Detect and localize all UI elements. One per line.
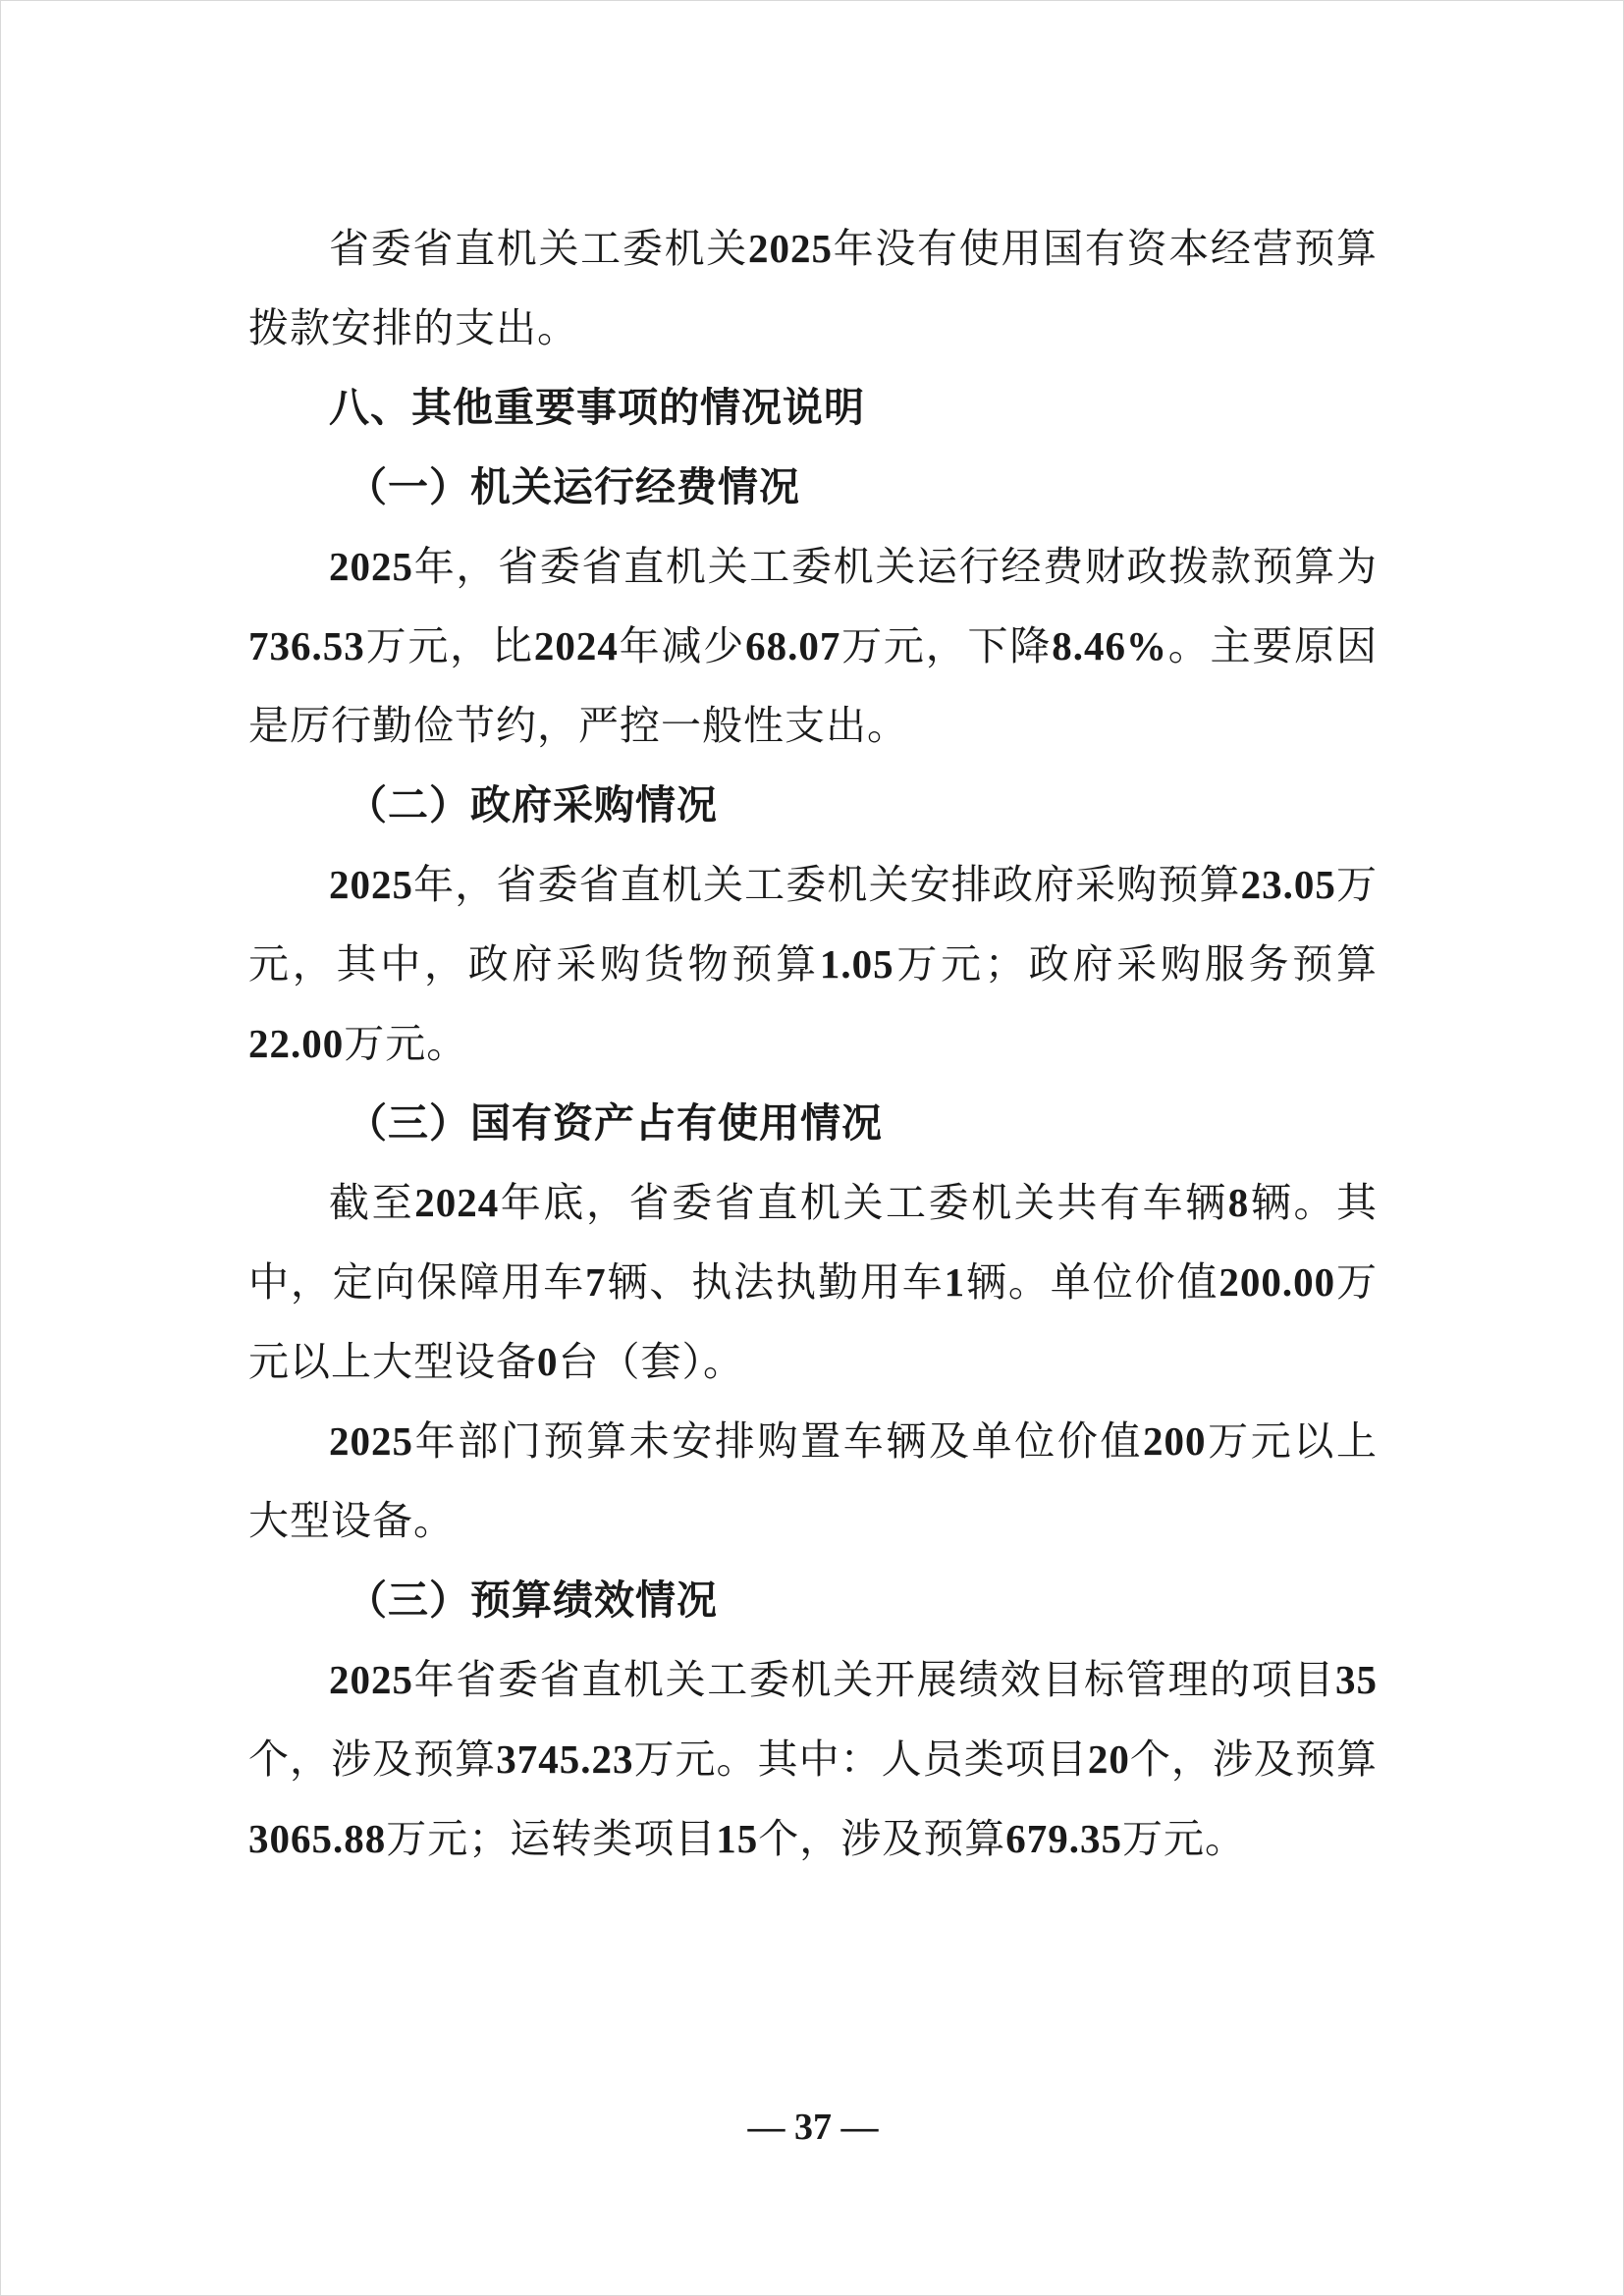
section-heading-other-matters: 八、其他重要事项的情况说明 xyxy=(329,384,865,431)
subheading-operating-expenses: （一）机关运行经费情况 xyxy=(347,463,800,510)
subheading-government-procurement: （二）政府采购情况 xyxy=(347,781,718,828)
subheading-state-assets: （三）国有资产占有使用情况 xyxy=(347,1099,883,1147)
paragraph-operating-expenses: 2025年，省委省直机关工委机关运行经费财政拨款预算为736.53万元，比2024年减少68.07万元，下降8.46%。主要原因是厉行勤俭节约，严控一般性支出。 xyxy=(248,543,1378,749)
paragraph-government-procurement: 2025年，省委省直机关工委机关安排政府采购预算23.05万元，其中，政府采购货物预算1.05万元；政府采购服务预算22.00万元。 xyxy=(248,861,1379,1067)
document-body xyxy=(248,209,1378,1879)
paragraph-performance: 2025年省委省直机关工委机关开展绩效目标管理的项目35个，涉及预算3745.23万元。其中：人员类项目20个，涉及预算3065.88万元；运转类项目15个，涉及预算679.35万元。 xyxy=(248,1656,1378,1862)
paragraph-state-capital-budget: 省委省直机关工委机关2025年没有使用国有资本经营预算拨款安排的支出。 xyxy=(248,225,1379,351)
page-number: — 37 — xyxy=(747,2107,879,2148)
subheading-performance: （三）预算绩效情况 xyxy=(347,1576,718,1624)
paragraph-state-assets-vehicles: 截至2024年底，省委省直机关工委机关共有车辆8辆。其中，定向保障用车7辆、执法执勤用车1辆。单位价值200.00万元以上大型设备0台（套）。 xyxy=(248,1179,1379,1385)
paragraph-state-assets-purchase: 2025年部门预算未安排购置车辆及单位价值200万元以上大型设备。 xyxy=(248,1417,1379,1544)
